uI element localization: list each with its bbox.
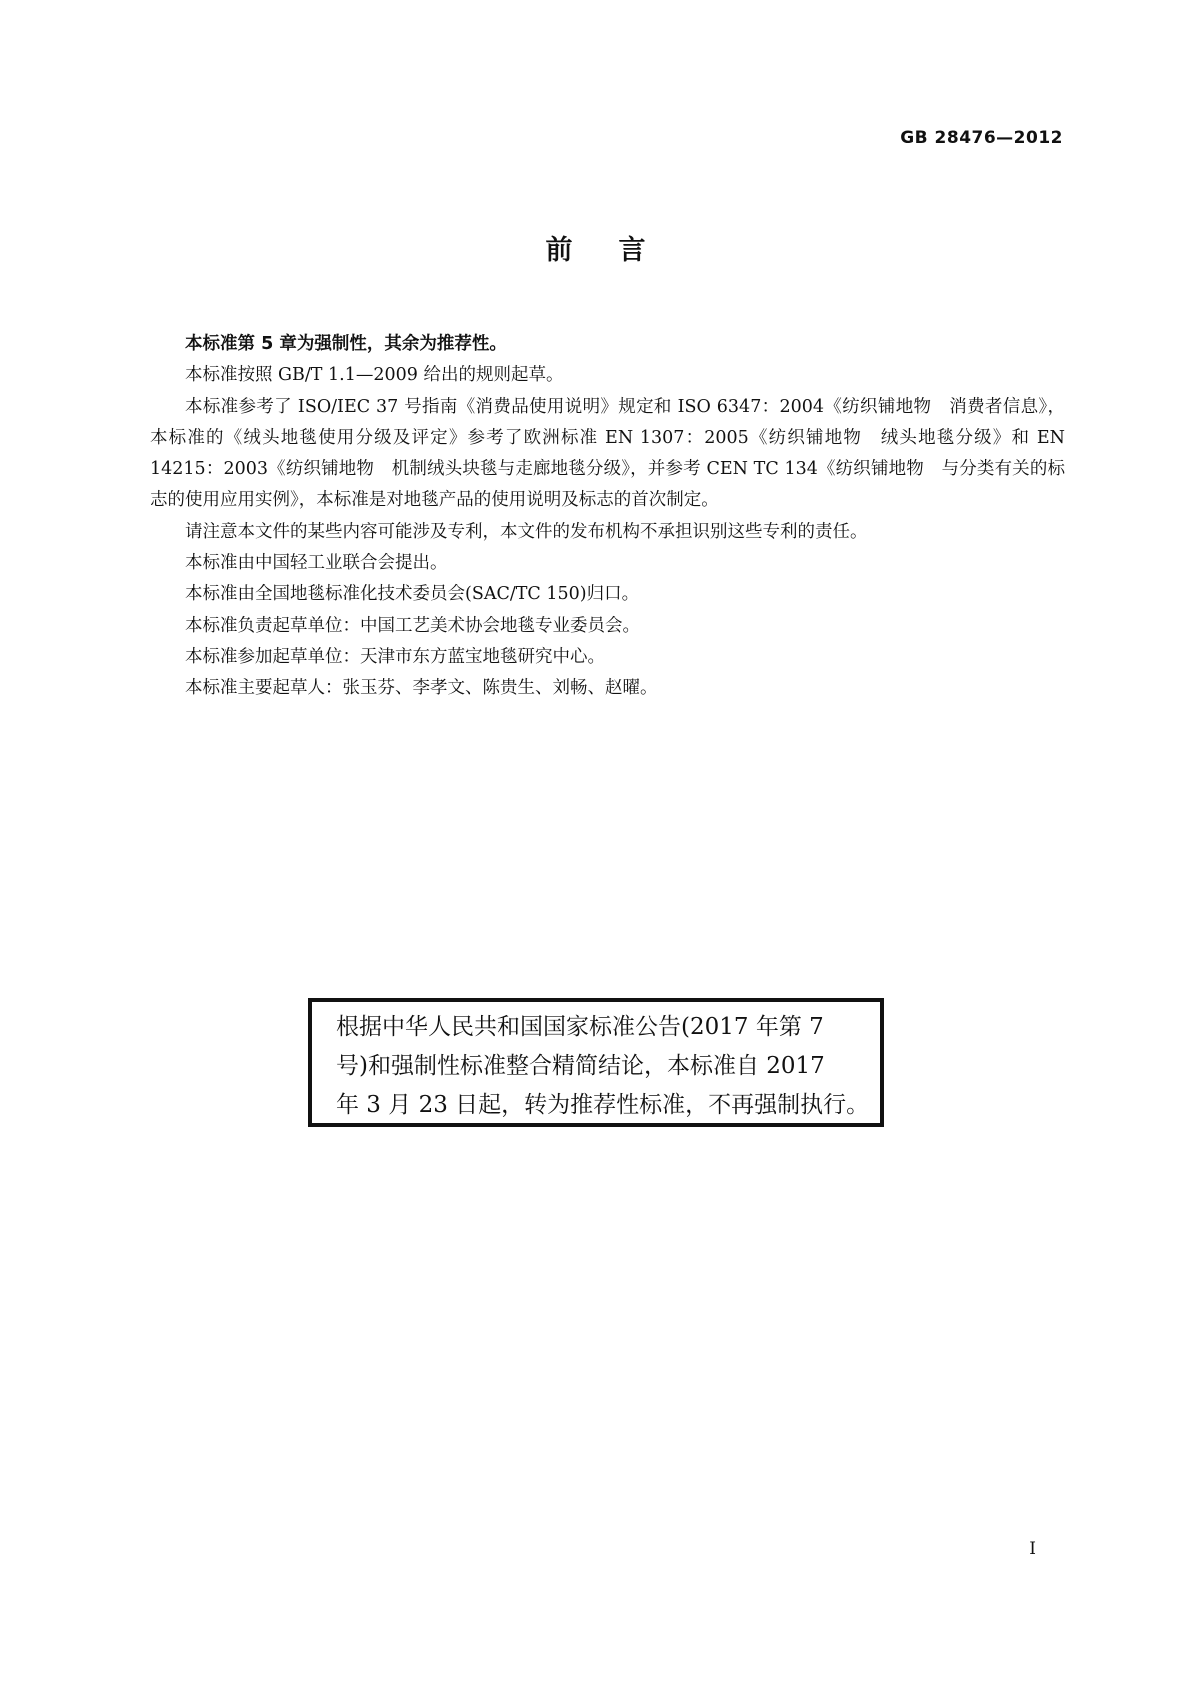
paragraph-drafting-rules: 本标准按照 GB/T 1.1—2009 给出的规则起草。 [185, 365, 564, 386]
foreword-body [150, 329, 1065, 705]
paragraph-mandatory-clause: 本标准第 5 章为强制性，其余为推荐性。 [185, 334, 507, 354]
paragraph-patent-notice: 请注意本文件的某些内容可能涉及专利，本文件的发布机构不承担识别这些专利的责任。 [185, 521, 868, 542]
notice-line: 号)和强制性标准整合精简结论，本标准自 2017 [336, 1053, 825, 1079]
paragraph-lead-drafter: 本标准负责起草单位：中国工艺美术协会地毯专业委员会。 [185, 615, 640, 636]
paragraph-proposer: 本标准由中国轻工业联合会提出。 [185, 553, 448, 574]
paragraph-main-drafters: 本标准主要起草人：张玉芬、李孝文、陈贵生、刘畅、赵曜。 [185, 678, 658, 699]
paragraph-committee: 本标准由全国地毯标准化技术委员会(SAC/TC 150)归口。 [185, 584, 640, 605]
notice-line: 年 3 月 23 日起，转为推荐性标准，不再强制执行。 [336, 1092, 870, 1118]
page-number: I [1029, 1539, 1036, 1559]
standard-number: GB 28476—2012 [900, 128, 1063, 148]
notice-box [308, 998, 884, 1127]
paragraph-participating-drafter: 本标准参加起草单位：天津市东方蓝宝地毯研究中心。 [185, 646, 605, 667]
paragraph-references: 本标准参考了 ISO/IEC 37 号指南《消费品使用说明》规定和 ISO 6347：2004《纺织铺地物 消费者信息》，本标准的《绒头地毯使用分级及评定》参考了欧洲标准 EN 1307：2005《纺织铺地物 绒头地毯分级》和 EN 14215：2003《纺织铺地物 机制绒头块毯与走廊地毯分级》，并参考 CEN TC 134《纺织铺地物 与分类有关的标志的使用应用实例》，本标准是对地毯产品的使用说明及标志的首次制定。 [150, 396, 1065, 511]
page-title: 前言 [545, 235, 692, 266]
notice-line: 根据中华人民共和国国家标准公告(2017 年第 7 [336, 1014, 824, 1040]
